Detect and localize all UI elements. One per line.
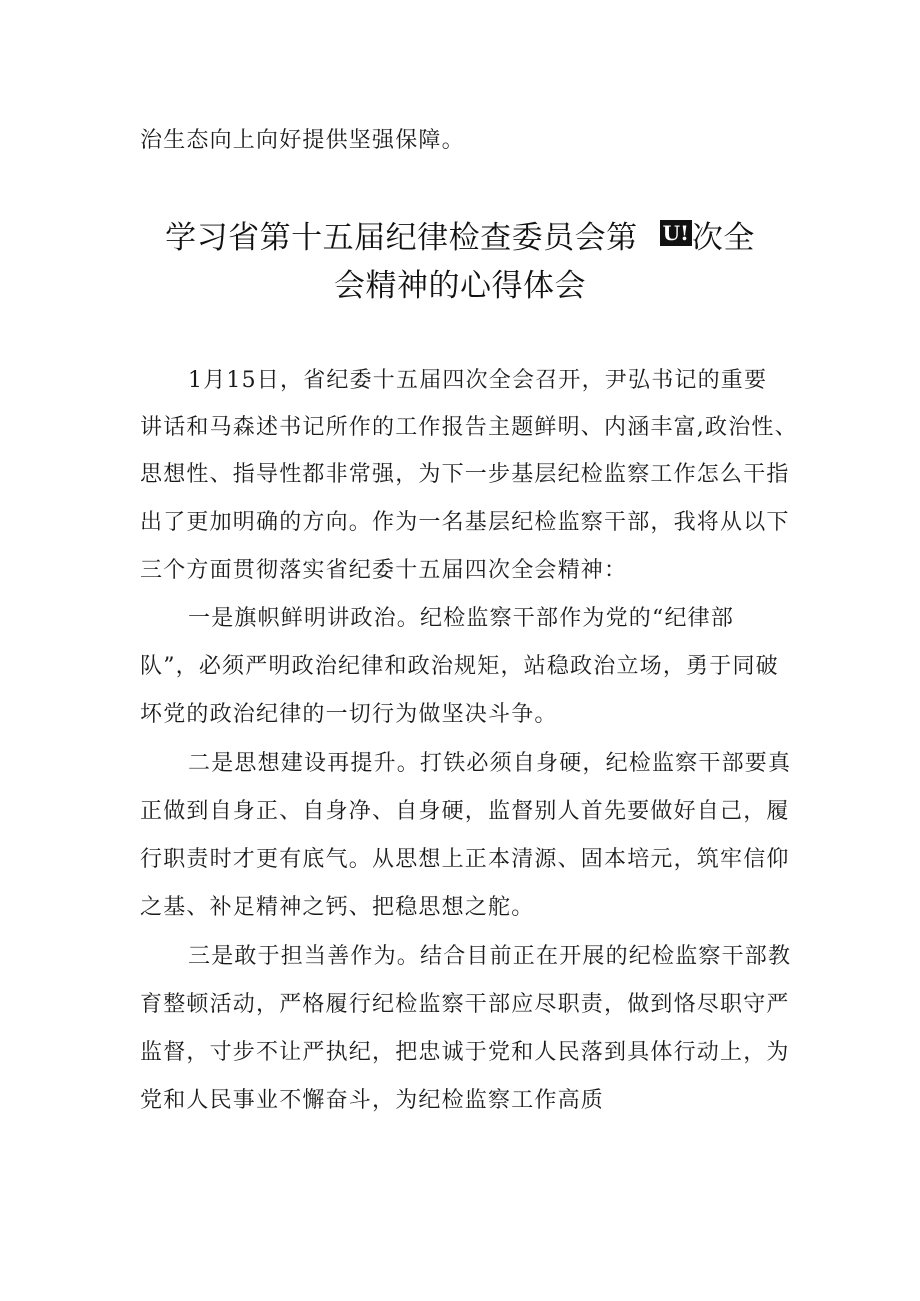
paragraph-3-line-1: 二是思想建设再提升。打铁必须自身硬，纪检监察干部要真: [188, 751, 792, 776]
paragraph-1-line-4: 出了更加明确的方向。作为一名基层纪检监察干部，我将从以下: [140, 510, 790, 535]
title-text-before: 学习省第十五届纪律检查委员会第: [165, 220, 638, 256]
paragraph-1-line-5: 三个方面贯彻落实省纪委十五届四次全会精神：: [140, 558, 628, 583]
title-garbled-glyph: U!: [660, 220, 692, 246]
paragraph-1-line-2: 讲话和马森述书记所作的工作报告主题鲜明、内涵丰富,政治性、: [140, 415, 798, 440]
title-line-2: 会精神的心得体会: [334, 268, 586, 304]
paragraph-2-line-3: 坏党的政治纪律的一切行为做坚决斗争。: [140, 702, 558, 727]
paragraph-3-line-3: 行职责时才更有底气。从思想上正本清源、固本培元，筑牢信仰: [140, 847, 790, 872]
paragraph-2-line-1: 一是旗帜鲜明讲政治。纪检监察干部作为党的“纪律部: [188, 606, 735, 631]
paragraph-1-line-1: 1月15日，省纪委十五届四次全会召开，尹弘书记的重要: [188, 368, 768, 393]
paragraph-4-line-1: 三是敢于担当善作为。结合目前正在开展的纪检监察干部教: [188, 944, 792, 969]
paragraph-3-line-4: 之基、补足精神之钙、把稳思想之舵。: [140, 895, 535, 920]
carryover-line: 治生态向上向好提供坚强保障。: [140, 128, 465, 153]
paragraph-2-line-2: 队”，必须严明政治纪律和政治规矩，站稳政治立场，勇于同破: [140, 654, 779, 679]
title-text-after: 次全: [691, 220, 755, 256]
paragraph-4-line-3: 监督，寸步不让严执纪，把忠诚于党和人民落到具体行动上，为: [140, 1040, 790, 1065]
title-line-1: [0, 218, 920, 258]
paragraph-3-line-2: 正做到自身正、自身净、自身硬，监督别人首先要做好自己，履: [140, 799, 790, 824]
paragraph-4-line-4: 党和人民事业不懈奋斗，为纪检监察工作高质: [140, 1088, 605, 1113]
paragraph-4-line-2: 育整顿活动，严格履行纪检监察干部应尽职责，做到恪尽职守严: [140, 992, 790, 1017]
paragraph-1-line-3: 思想性、指导性都非常强，为下一步基层纪检监察工作怎么干指: [140, 462, 790, 487]
